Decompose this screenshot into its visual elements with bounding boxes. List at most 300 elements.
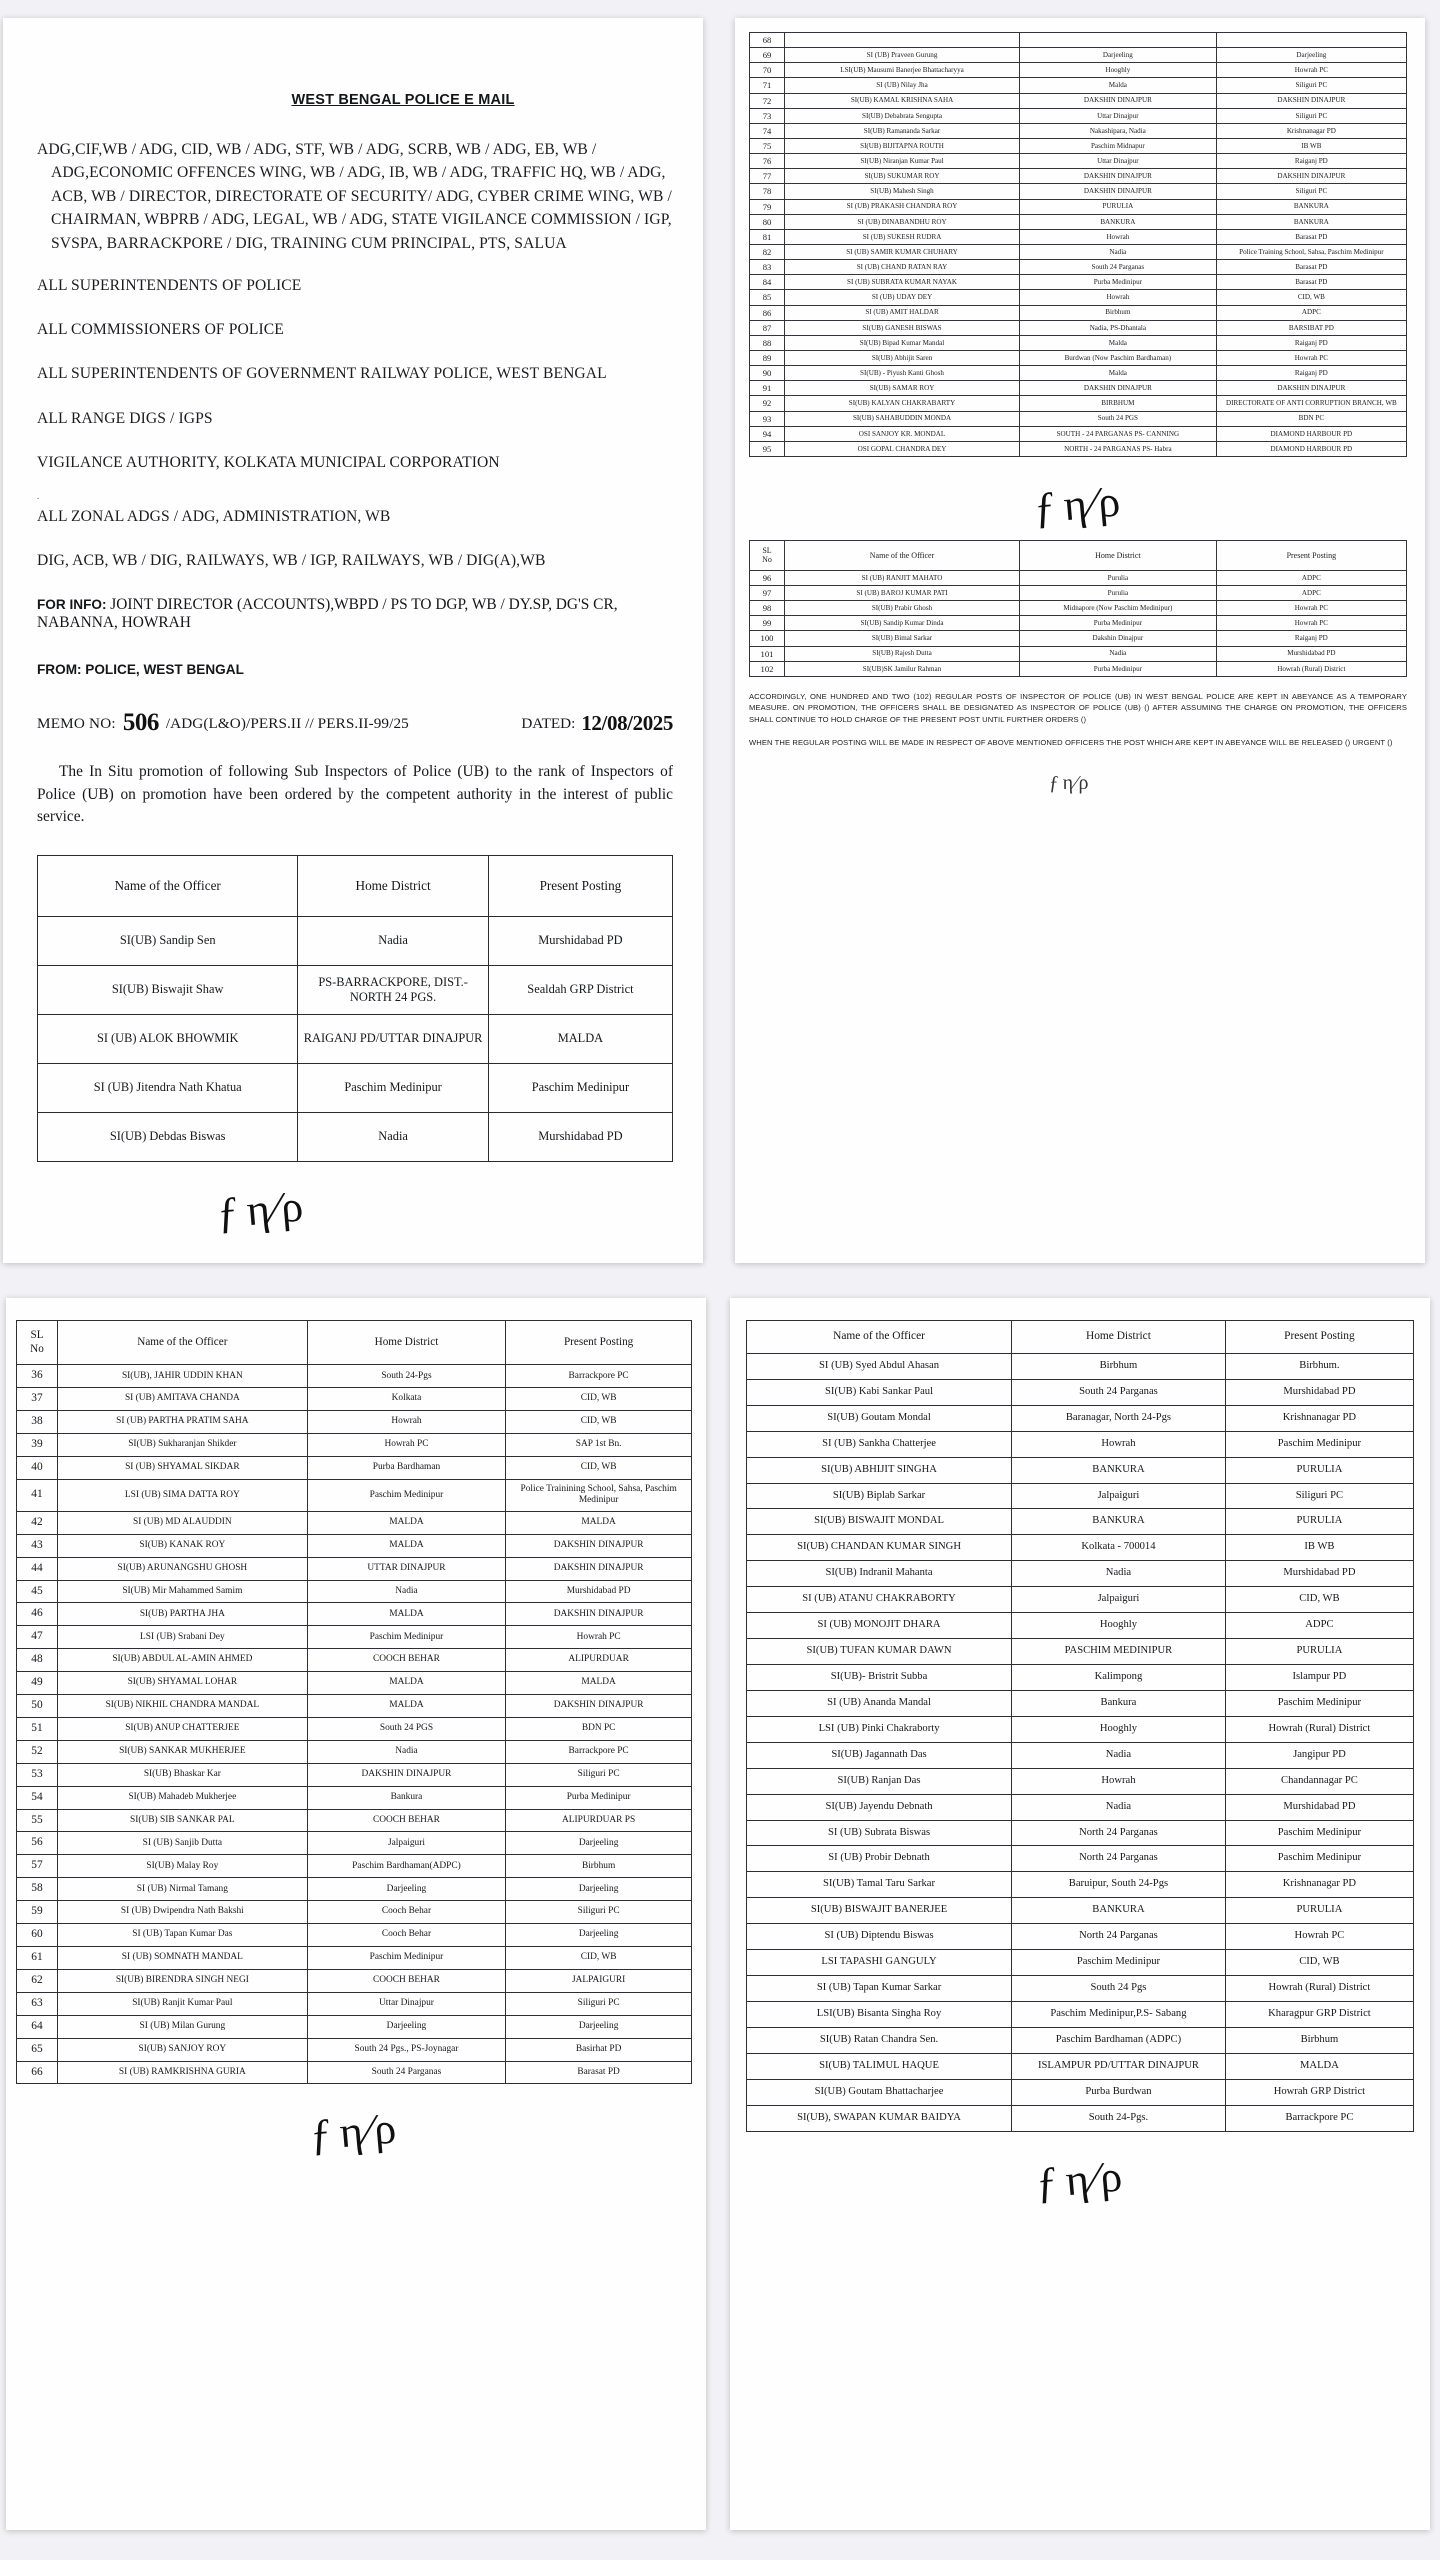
table-cell: Paschim Medinipur — [307, 1947, 506, 1970]
table-cell: MALDA — [307, 1695, 506, 1718]
table-row — [750, 244, 1407, 259]
table-cell: 78 — [750, 184, 785, 199]
table-cell: Chandannagar PC — [1225, 1768, 1413, 1794]
table-header-row — [747, 1321, 1414, 1354]
panel-bottom-left — [0, 1280, 720, 2560]
table-cell: PS-BARRACKPORE, DIST.-NORTH 24 PGS. — [298, 966, 489, 1015]
table-cell: 70 — [750, 63, 785, 78]
table-row — [17, 1511, 692, 1534]
table-cell: SI (UB) SUKESH RUDRA — [785, 229, 1020, 244]
table-row — [38, 1015, 673, 1064]
table-cell: Paschim Medinipur — [1012, 1950, 1226, 1976]
table-cell: COOCH BEHAR — [307, 1969, 506, 1992]
table-cell: Cooch Behar — [307, 1924, 506, 1947]
table-cell: SI(UB) - Piyush Kanti Ghosh — [785, 366, 1020, 381]
table-cell: DAKSHIN DINAJPUR — [506, 1534, 692, 1557]
table-cell: OSI SANJOY KR. MONDAL — [785, 426, 1020, 441]
table-cell: 42 — [17, 1511, 58, 1534]
table-cell: South 24 Parganas — [1012, 1379, 1226, 1405]
table-row — [750, 33, 1407, 48]
table-cell: SAP 1st Bn. — [506, 1434, 692, 1457]
table-cell: IB WB — [1225, 1535, 1413, 1561]
memo-number-rest: /ADG(L&O)/PERS.II // PERS.II-99/25 — [165, 714, 409, 732]
table-row — [17, 1580, 692, 1603]
table-cell: Birbhum — [506, 1855, 692, 1878]
table-cell: 72 — [750, 93, 785, 108]
table-cell: SI(UB) BISWAJIT MONDAL — [747, 1509, 1012, 1535]
table-cell: 75 — [750, 138, 785, 153]
table-cell: Police Trainining School, Sahsa, Paschim Medinipur — [506, 1479, 692, 1511]
table-cell: South 24 PGS — [1020, 411, 1217, 426]
table-row — [17, 1649, 692, 1672]
table-cell: SI(UB) Kabi Sankar Paul — [747, 1379, 1012, 1405]
table-cell: BDN PC — [506, 1717, 692, 1740]
table-cell: Howrah (Rural) District — [1225, 1716, 1413, 1742]
table-cell: Kalimpong — [1012, 1664, 1226, 1690]
table-cell: Howrah PC — [506, 1626, 692, 1649]
table-cell: Darjeeling — [506, 1924, 692, 1947]
table-row — [750, 320, 1407, 335]
table-cell: LSI (UB) SIMA DATTA ROY — [58, 1479, 308, 1511]
table-cell: OSI GOPAL CHANDRA DEY — [785, 441, 1020, 456]
table-cell: Sealdah GRP District — [488, 966, 672, 1015]
table-cell: SI(UB) ARUNANGSHU GHOSH — [58, 1557, 308, 1580]
table-cell: ALIPURDUAR — [506, 1649, 692, 1672]
table-cell: North 24 Parganas — [1012, 1820, 1226, 1846]
table-cell: SI(UB) Sandip Kumar Dinda — [785, 616, 1020, 631]
table-cell: Nadia — [1020, 244, 1217, 259]
table-cell: Darjeeling — [1216, 48, 1406, 63]
table-row — [750, 601, 1407, 616]
table-cell: SI (UB) Tapan Kumar Sarkar — [747, 1976, 1012, 2002]
table-cell: SI(UB) Biswajit Shaw — [38, 966, 298, 1015]
table-cell: Nadia — [1012, 1794, 1226, 1820]
table-row — [750, 335, 1407, 350]
signature-glyph: ƒ η⁄ρ — [1034, 2150, 1126, 2208]
table-cell: Jalpaiguri — [1012, 1587, 1226, 1613]
table-cell: Barasat PD — [1216, 275, 1406, 290]
table-cell: SI (UB) SOMNATH MANDAL — [58, 1947, 308, 1970]
addressee-block-6: ALL ZONAL ADGS / ADG, ADMINISTRATION, WB — [37, 508, 391, 526]
table-cell: 66 — [17, 2061, 58, 2084]
table-cell: SI(UB) Indranil Mahanta — [747, 1561, 1012, 1587]
table-cell: Islampur PD — [1225, 1664, 1413, 1690]
table-row — [750, 426, 1407, 441]
table-row — [750, 275, 1407, 290]
table-cell: Purba Medinipur — [506, 1786, 692, 1809]
table-cell: Paschim Bardhaman (ADPC) — [1012, 2027, 1226, 2053]
table-row — [750, 154, 1407, 169]
table-row — [747, 1768, 1414, 1794]
table-row — [747, 1820, 1414, 1846]
table-cell: Howrah PC — [1225, 1924, 1413, 1950]
table-cell: 102 — [750, 661, 785, 676]
table-cell: 58 — [17, 1878, 58, 1901]
table-header-row — [38, 856, 673, 917]
table-cell: MALDA — [488, 1015, 672, 1064]
table-cell: 45 — [17, 1580, 58, 1603]
table-cell: 53 — [17, 1763, 58, 1786]
table-cell: UTTAR DINAJPUR — [307, 1557, 506, 1580]
table-cell: PURULIA — [1020, 199, 1217, 214]
table-cell: SI (UB) Milan Gurung — [58, 2015, 308, 2038]
table-cell: Paschim Medinipur — [1225, 1431, 1413, 1457]
table-cell: 81 — [750, 229, 785, 244]
memo-date-group — [521, 709, 673, 734]
table-cell: SI(UB) Mahesh Singh — [785, 184, 1020, 199]
table-cell: 64 — [17, 2015, 58, 2038]
table-cell: Nadia — [1020, 646, 1217, 661]
table-cell: 63 — [17, 1992, 58, 2015]
table-cell: SI (UB) AMITAVA CHANDA — [58, 1388, 308, 1411]
table-cell: 56 — [17, 1832, 58, 1855]
table-cell: Murshidabad PD — [488, 1113, 672, 1162]
table-cell: 40 — [17, 1456, 58, 1479]
table-row — [17, 2038, 692, 2061]
table-row — [17, 1855, 692, 1878]
table-cell: Police Training School, Sahsa, Paschim Medinipur — [1216, 244, 1406, 259]
table-cell: NORTH - 24 PARGANAS PS- Habra — [1020, 441, 1217, 456]
table-cell: SI(UB) CHANDAN KUMAR SINGH — [747, 1535, 1012, 1561]
table-cell: SI(UB) NIKHIL CHANDRA MANDAL — [58, 1695, 308, 1718]
table-cell: 37 — [17, 1388, 58, 1411]
col-header-sl: SL No — [17, 1321, 58, 1365]
table-cell: SI (UB) Sankha Chatterjee — [747, 1431, 1012, 1457]
table-row — [750, 199, 1407, 214]
table-cell: SI (UB) Jitendra Nath Khatua — [38, 1064, 298, 1113]
officer-list-page-4 — [730, 1298, 1430, 2530]
table-row — [750, 260, 1407, 275]
table-cell: Birbhum — [1225, 2027, 1413, 2053]
table-row — [747, 2027, 1414, 2053]
table-cell: North 24 Parganas — [1012, 1924, 1226, 1950]
table-row — [747, 1483, 1414, 1509]
table-cell: LSI(UB) Bisanta Singha Roy — [747, 2001, 1012, 2027]
table-cell: DAKSHIN DINAJPUR — [1216, 169, 1406, 184]
table-row — [750, 214, 1407, 229]
table-cell: SI(UB) SANJOY ROY — [58, 2038, 308, 2061]
table-cell — [1216, 33, 1406, 48]
table-cell: SI (UB) SAMIR KUMAR CHUHARY — [785, 244, 1020, 259]
page2-table-a-body — [750, 33, 1407, 457]
table-cell: Purba Medinipur — [1020, 275, 1217, 290]
table-row — [750, 63, 1407, 78]
table-cell: Krishnanagar PD — [1225, 1405, 1413, 1431]
table-cell: LSI TAPASHI GANGULY — [747, 1950, 1012, 1976]
table-cell: COOCH BEHAR — [307, 1809, 506, 1832]
signature-block-4 — [16, 2103, 692, 2161]
table-cell: Paschim Medinipur,P.S- Sabang — [1012, 2001, 1226, 2027]
table-cell: 47 — [17, 1626, 58, 1649]
table-cell: Krishnanagar PD — [1225, 1872, 1413, 1898]
table-row — [747, 1794, 1414, 1820]
table-cell: 55 — [17, 1809, 58, 1832]
table-row — [747, 1561, 1414, 1587]
table-cell: SI(UB) KALYAN CHAKRABARTY — [785, 396, 1020, 411]
table-cell: 91 — [750, 381, 785, 396]
table-cell: 68 — [750, 33, 785, 48]
table-cell: SI (UB) MONOJIT DHARA — [747, 1613, 1012, 1639]
table-cell: SI (UB) Probir Debnath — [747, 1846, 1012, 1872]
table-cell: Barasat PD — [1216, 260, 1406, 275]
table-cell: Purulia — [1020, 585, 1217, 600]
col-header-name: Name of the Officer — [38, 856, 298, 917]
col-header-posting: Present Posting — [506, 1321, 692, 1365]
col-header-posting: Present Posting — [1225, 1321, 1413, 1354]
table-cell: South 24 Parganas — [307, 2061, 506, 2084]
table-cell: 49 — [17, 1672, 58, 1695]
table-cell: PURULIA — [1225, 1639, 1413, 1665]
table-cell: Raiganj PD — [1216, 154, 1406, 169]
table-cell: SI(UB) SAHABUDDIN MONDA — [785, 411, 1020, 426]
table-row — [17, 1479, 692, 1511]
table-cell: 100 — [750, 631, 785, 646]
table-cell: ALIPURDUAR PS — [506, 1809, 692, 1832]
table-cell: CID, WB — [1225, 1950, 1413, 1976]
table-cell: DAKSHIN DINAJPUR — [1020, 381, 1217, 396]
table-cell: 38 — [17, 1411, 58, 1434]
table-row — [750, 396, 1407, 411]
table-cell: Malda — [1020, 366, 1217, 381]
table-cell: Siliguri PC — [1216, 108, 1406, 123]
table-cell: Birbhum — [1012, 1353, 1226, 1379]
table-cell: 61 — [17, 1947, 58, 1970]
table-row — [17, 1763, 692, 1786]
table-cell: Barasat PD — [1216, 229, 1406, 244]
table-row — [750, 78, 1407, 93]
table-cell: 73 — [750, 108, 785, 123]
table-cell: BIRBHUM — [1020, 396, 1217, 411]
table-cell: DAKSHIN DINAJPUR — [506, 1695, 692, 1718]
table-cell: SI (UB) CHAND RATAN RAY — [785, 260, 1020, 275]
table-cell: Siliguri PC — [506, 1992, 692, 2015]
table-cell: ADPC — [1225, 1613, 1413, 1639]
table-cell: DAKSHIN DINAJPUR — [1216, 381, 1406, 396]
table-row — [750, 169, 1407, 184]
closing-paragraph-2: WHEN THE REGULAR POSTING WILL BE MADE IN RESPECT OF ABOVE MENTIONED OFFICERS THE POST WHICH ARE KEPT IN ABEYANCE WILL BE RELEASED () URGENT () — [749, 737, 1393, 747]
table-cell: BARSIBAT PD — [1216, 320, 1406, 335]
table-row — [747, 1639, 1414, 1665]
table-cell: Malda — [1020, 78, 1217, 93]
table-cell: Barasat PD — [506, 2061, 692, 2084]
table-cell: Uttar Dinajpur — [1020, 154, 1217, 169]
table-row — [17, 1603, 692, 1626]
col-header-posting: Present Posting — [1216, 540, 1406, 570]
table-cell: 97 — [750, 585, 785, 600]
table-cell: Murshidabad PD — [1225, 1561, 1413, 1587]
table-row — [17, 1947, 692, 1970]
table-cell: BANKURA — [1012, 1898, 1226, 1924]
for-info-label: FOR INFO: — [37, 596, 107, 612]
table-row — [747, 1509, 1414, 1535]
table-row — [750, 631, 1407, 646]
table-cell: Nadia — [1012, 1561, 1226, 1587]
table-cell: Bankura — [1012, 1690, 1226, 1716]
table-row — [747, 1742, 1414, 1768]
table-cell: SI(UB) Debabrata Sengupta — [785, 108, 1020, 123]
table-cell: Nadia — [1012, 1742, 1226, 1768]
table-cell: SI (UB) Diptendu Biswas — [747, 1924, 1012, 1950]
page-title: WEST BENGAL POLICE E MAIL — [291, 92, 515, 108]
page2-officer-table-a — [749, 32, 1407, 457]
table-cell: Howrah — [1012, 1431, 1226, 1457]
table-cell: DAKSHIN DINAJPUR — [1020, 184, 1217, 199]
table-cell: Raiganj PD — [1216, 366, 1406, 381]
table-cell: 48 — [17, 1649, 58, 1672]
table-cell: Darjeeling — [1020, 48, 1217, 63]
page2-table-b-body — [750, 540, 1407, 676]
table-cell: Nadia — [298, 917, 489, 966]
table-cell: Uttar Dinajpur — [1020, 108, 1217, 123]
table-cell: 95 — [750, 441, 785, 456]
table-cell: SI (UB) ALOK BHOWMIK — [38, 1015, 298, 1064]
table-row — [17, 1557, 692, 1580]
table-cell: Basirhat PD — [506, 2038, 692, 2061]
table-cell: Purba Bardhaman — [307, 1456, 506, 1479]
table-row — [750, 48, 1407, 63]
table-cell: SI(UB) Mahadeb Mukherjee — [58, 1786, 308, 1809]
table-cell: COOCH BEHAR — [307, 1649, 506, 1672]
table-cell: SI (UB) Ananda Mandal — [747, 1690, 1012, 1716]
table-cell: SI(UB) Ranjan Das — [747, 1768, 1012, 1794]
table-row — [17, 1411, 692, 1434]
table-row — [747, 1664, 1414, 1690]
table-cell: Siliguri PC — [506, 1901, 692, 1924]
memo-label: MEMO NO: — [37, 714, 116, 732]
table-cell: South 24 PGS — [307, 1717, 506, 1740]
table-cell: SI(UB) Tamal Taru Sarkar — [747, 1872, 1012, 1898]
table-cell: Paschim Medinipur — [307, 1626, 506, 1649]
from-block — [37, 662, 673, 677]
signature-block-5 — [746, 2150, 1414, 2208]
table-cell: SI(UB) Ratan Chandra Sen. — [747, 2027, 1012, 2053]
table-cell: Siliguri PC — [1216, 78, 1406, 93]
table-row — [750, 138, 1407, 153]
table-cell: SI(UB) SANKAR MUKHERJEE — [58, 1740, 308, 1763]
table-cell: Darjeeling — [506, 1832, 692, 1855]
table-cell: Purba Medinipur — [1020, 616, 1217, 631]
addressee-block-4: ALL RANGE DIGS / IGPS — [37, 409, 213, 427]
table-cell: Nadia — [307, 1740, 506, 1763]
table-cell: PURULIA — [1225, 1509, 1413, 1535]
table-cell: SI(UB) Prabir Ghosh — [785, 601, 1020, 616]
table-cell: CID, WB — [1225, 1587, 1413, 1613]
table-cell: 92 — [750, 396, 785, 411]
table-cell: MALDA — [307, 1534, 506, 1557]
table-cell: BANKURA — [1012, 1509, 1226, 1535]
table-cell: SI (UB) UDAY DEY — [785, 290, 1020, 305]
table-row — [17, 1717, 692, 1740]
page4-officer-table — [746, 1320, 1414, 2132]
table-cell: 62 — [17, 1969, 58, 1992]
table-cell: SI(UB) Jagannath Das — [747, 1742, 1012, 1768]
continuation-list-page — [735, 18, 1425, 1263]
table-cell: SI(UB) KAMAL KRISHNA SAHA — [785, 93, 1020, 108]
table-cell: Paschim Medinipur — [307, 1479, 506, 1511]
table-row — [747, 1535, 1414, 1561]
table-cell: SI(UB) Bipad Kumar Mandal — [785, 335, 1020, 350]
table-row — [750, 366, 1407, 381]
table-cell: SI(UB) Sukharanjan Shikder — [58, 1434, 308, 1457]
table-cell: 54 — [17, 1786, 58, 1809]
date-handwritten: 12/08/2025 — [581, 710, 673, 735]
table-cell: CID, WB — [506, 1947, 692, 1970]
table-cell: Birbhum — [1020, 305, 1217, 320]
addressee-block-2: ALL COMMISSIONERS OF POLICE — [37, 321, 284, 339]
table-cell: SI(UB) TUFAN KUMAR DAWN — [747, 1639, 1012, 1665]
table-cell: SI(UB) TALIMUL HAQUE — [747, 2053, 1012, 2079]
addressee-block-7: DIG, ACB, WB / DIG, RAILWAYS, WB / IGP, RAILWAYS, WB / DIG(A),WB — [37, 552, 546, 570]
table-cell: DAKSHIN DINAJPUR — [506, 1603, 692, 1626]
table-row — [747, 1431, 1414, 1457]
table-cell: 76 — [750, 154, 785, 169]
table-row — [17, 1740, 692, 1763]
table-cell: ISLAMPUR PD/UTTAR DINAJPUR — [1012, 2053, 1226, 2079]
table-cell: SI(UB) Bhaskar Kar — [58, 1763, 308, 1786]
table-cell: Kolkata — [307, 1388, 506, 1411]
table-cell: Siliguri PC — [1225, 1483, 1413, 1509]
table-cell: BANKURA — [1216, 214, 1406, 229]
table-cell: 89 — [750, 350, 785, 365]
table-cell: IB WB — [1216, 138, 1406, 153]
table-cell: 79 — [750, 199, 785, 214]
page3-officer-table — [16, 1320, 692, 2084]
table-cell: SI (UB) ATANU CHAKRABORTY — [747, 1587, 1012, 1613]
table-cell: SI(UB) Sandip Sen — [38, 917, 298, 966]
signature-glyph: ƒ η⁄ρ — [308, 2103, 400, 2161]
table-cell: Kharagpur GRP District — [1225, 2001, 1413, 2027]
table-cell: DAKSHIN DINAJPUR — [1020, 169, 1217, 184]
table-row — [747, 1613, 1414, 1639]
table-cell: LSI (UB) Srabani Dey — [58, 1626, 308, 1649]
table-cell: SI (UB) RANJIT MAHATO — [785, 570, 1020, 585]
table-cell: Howrah PC — [1216, 63, 1406, 78]
table-cell: Raiganj PD — [1216, 335, 1406, 350]
col-header-name: Name of the Officer — [58, 1321, 308, 1365]
table-cell: SI (UB) MD ALAUDDIN — [58, 1511, 308, 1534]
table-cell: Hooghly — [1012, 1613, 1226, 1639]
table-cell: Howrah — [1012, 1768, 1226, 1794]
table-cell: 93 — [750, 411, 785, 426]
addressee-block-1: ALL SUPERINTENDENTS OF POLICE — [37, 276, 302, 294]
table-cell: Barrackpore PC — [506, 1740, 692, 1763]
table-cell: 87 — [750, 320, 785, 335]
table-cell: BANKURA — [1012, 1457, 1226, 1483]
table-row — [750, 411, 1407, 426]
table-cell: 83 — [750, 260, 785, 275]
table-cell: 52 — [17, 1740, 58, 1763]
table-cell: SI(UB) ABDUL AL-AMIN AHMED — [58, 1649, 308, 1672]
table-cell: SI (UB) Dwipendra Nath Bakshi — [58, 1901, 308, 1924]
table-cell: Siliguri PC — [506, 1763, 692, 1786]
table-cell: LSI(UB) Mausumi Banerjee Bhattacharyya — [785, 63, 1020, 78]
table-cell: South 24-Pgs — [307, 1365, 506, 1388]
table-cell: Darjeeling — [307, 2015, 506, 2038]
table-row — [750, 123, 1407, 138]
table-cell: Paschim Medinipur — [1225, 1690, 1413, 1716]
table-cell: Howrah (Rural) District — [1216, 661, 1406, 676]
table-cell: Purba Medinipur — [1020, 661, 1217, 676]
table-row — [750, 570, 1407, 585]
table-cell: SI(UB) Niranjan Kumar Paul — [785, 154, 1020, 169]
table-cell: SI(UB) Ramananda Sarkar — [785, 123, 1020, 138]
col-header-sl: SL No — [750, 540, 785, 570]
table-row — [17, 1456, 692, 1479]
memo-page — [3, 18, 703, 1263]
col-header-home: Home District — [1020, 540, 1217, 570]
signature-glyph: ƒ η⁄ρ — [1032, 476, 1124, 533]
table-cell: SI(UB) SIB SANKAR PAL — [58, 1809, 308, 1832]
